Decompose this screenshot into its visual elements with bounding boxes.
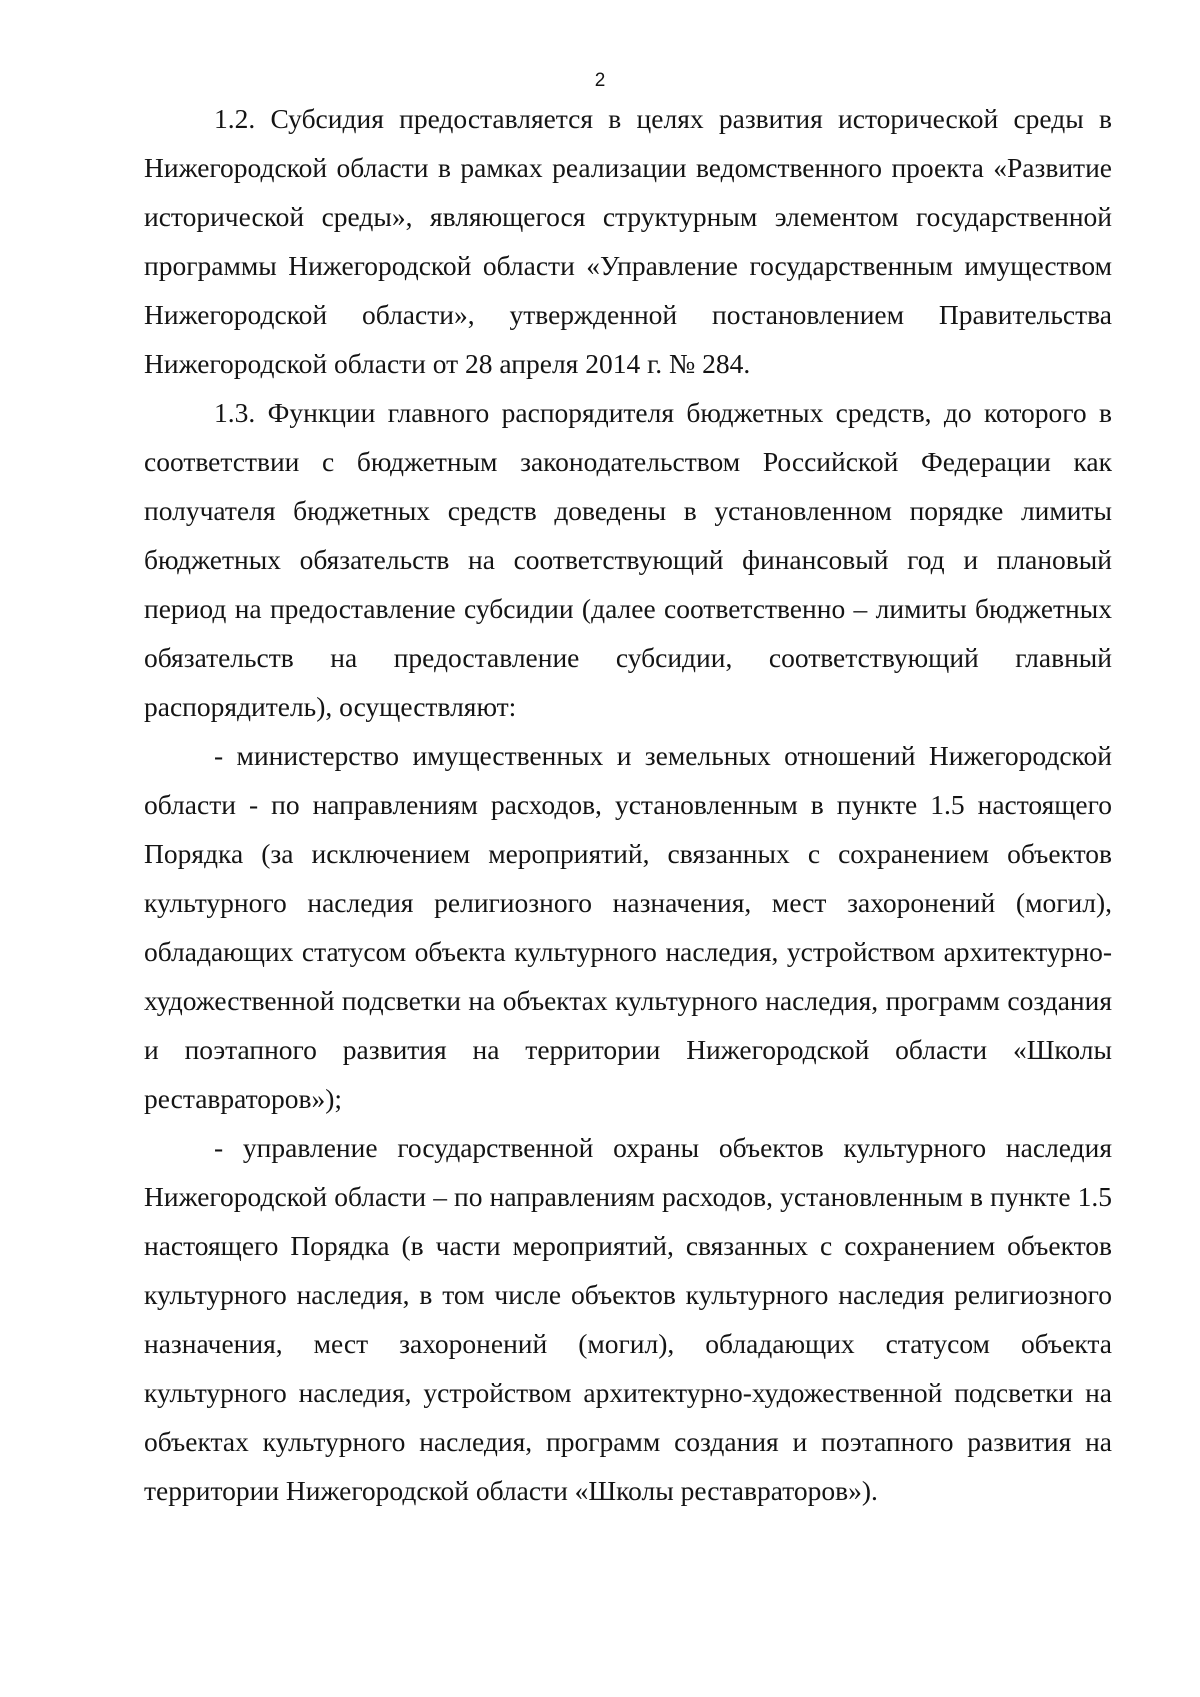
list-item-heritage-office: - управление государственной охраны объектов культурного наследия Нижегородской области – по направлениям расходов, установленным в пункте 1.5 настоящего Порядка (в части мероприятий, связанных с сохранением объектов культурного наследия, в том числе объектов культурного наследия религиозного назначения, мест захоронений (могил), обладающих статусом объекта культурного наследия, устройством архитектурно-художественной подсветки на объектах культурного наследия, программ создания и поэтапного развития на территории Нижегородской области «Школы реставраторов»). <box>144 1132 1112 1506</box>
paragraph-1-2: 1.2. Субсидия предоставляется в целях развития исторической среды в Нижегородской области в рамках реализации ведомственного проекта «Развитие исторической среды», являющегося структурным элементом государственной программы Нижегородской области «Управление государственным имуществом Нижегородской области», утвержденной постановлением Правительства Нижегородской области от 28 апреля 2014 г. № 284. <box>144 103 1112 379</box>
paragraph-1-3: 1.3. Функции главного распорядителя бюджетных средств, до которого в соответствии с бюджетным законодательством Российской Федерации как получателя бюджетных средств доведены в установленном порядке лимиты бюджетных обязательств на соответствующий финансовый год и плановый период на предоставление субсидии (далее соответственно – лимиты бюджетных обязательств на предоставление субсидии, соответствующий главный распорядитель), осуществляют: <box>144 397 1112 722</box>
list-item-ministry: - министерство имущественных и земельных отношений Нижегородской области - по направлениям расходов, установленным в пункте 1.5 настоящего Порядка (за исключением мероприятий, связанных с сохранением объектов культурного наследия религиозного назначения, мест захоронений (могил), обладающих статусом объекта культурного наследия, устройством архитектурно-художественной подсветки на объектах культурного наследия, программ создания и поэтапного развития на территории Нижегородской области «Школы реставраторов»); <box>144 740 1112 1114</box>
page-number: 2 <box>594 70 606 91</box>
document-body <box>144 94 1112 1515</box>
